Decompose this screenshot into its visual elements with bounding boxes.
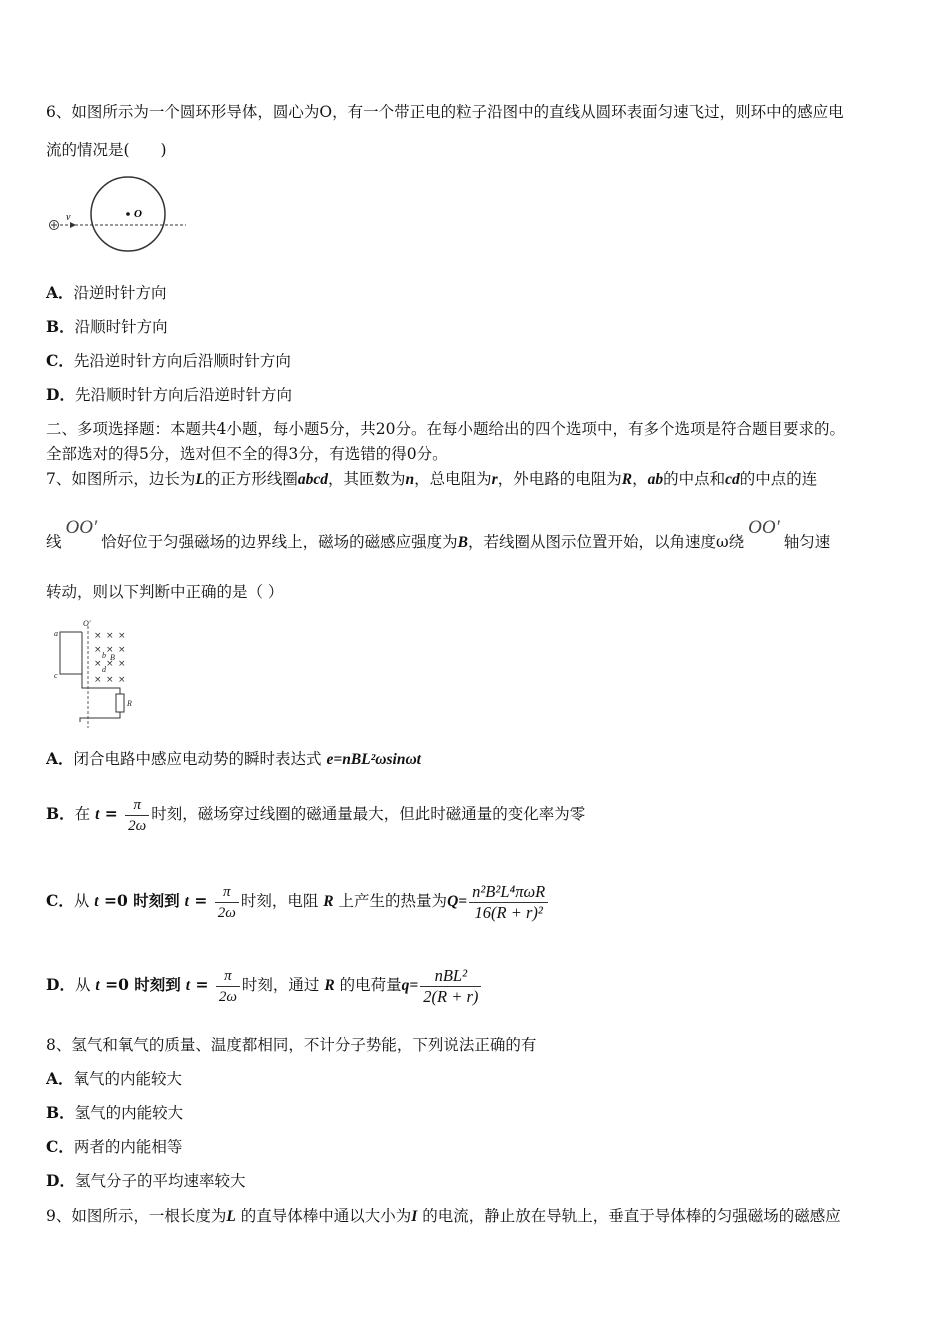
coil-outline bbox=[60, 632, 82, 674]
q6-option-c: C．先沿逆时针方向后沿顺时针方向 bbox=[46, 351, 291, 370]
q6-ring-figure bbox=[44, 172, 194, 260]
q8-option-c: C．两者的内能相等 bbox=[46, 1137, 183, 1156]
label-r: R bbox=[127, 699, 132, 708]
svg-text:×: × bbox=[94, 659, 102, 669]
q6-option-a: A．沿逆时针方向 bbox=[46, 283, 167, 302]
q7-option-c: C．从 t =0 时刻到 t = $\frac{\pi}{2\omega}$ 时刻，电阻 R 上产生的热量为Q= $\frac{\text{n²B²L⁴πωR}}{\text{16(R + r)²}}$ bbox=[46, 866, 550, 936]
q8-option-a: A．氧气的内能较大 bbox=[46, 1069, 183, 1088]
q8-option-d: D．氢气分子的平均速率较大 bbox=[46, 1171, 246, 1190]
label-b: b bbox=[102, 651, 106, 660]
svg-text:×: × bbox=[94, 675, 102, 685]
label-c: c bbox=[54, 671, 58, 680]
resistor bbox=[116, 694, 124, 712]
svg-text:×: × bbox=[118, 645, 126, 655]
axis-oo-symbol: OO′ bbox=[65, 517, 98, 538]
q6-stem-line2: 流的情况是( ) bbox=[46, 141, 167, 159]
fraction-pi-over-2w: $\frac{\pi}{2\omega}$ bbox=[125, 795, 149, 836]
section2-line1: 二、多项选择题：本题共4小题，每小题5分，共20分。在每小题给出的四个选项中，有多个选项是符合题目要求的。 bbox=[46, 420, 845, 438]
label-o-prime: O′ bbox=[83, 619, 91, 628]
q9-stem: 9、如图所示，一根长度为L 的直导体棒中通以大小为I 的电流，静止放在导轨上，垂直于导体棒的匀强磁场的磁感应 bbox=[46, 1207, 841, 1225]
svg-text:×: × bbox=[94, 631, 102, 641]
center-dot bbox=[126, 212, 130, 216]
q7-option-a: A．闭合电路中感应电动势的瞬时表达式 e=nBL²ωsinωt bbox=[46, 749, 421, 768]
svg-text:×: × bbox=[106, 631, 114, 641]
label-field-b: B bbox=[110, 653, 115, 662]
q7-coil-figure bbox=[50, 618, 140, 730]
svg-text:×: × bbox=[106, 659, 114, 669]
svg-text:×: × bbox=[118, 675, 126, 685]
fraction-pi-over-2w: $\frac{\pi}{2\omega}$ bbox=[216, 966, 240, 1007]
q7-option-d: D．从 t =0 时刻到 t = $\frac{\pi}{2\omega}$ 时刻，通过 R 的电荷量q= $\frac{\text{nBL²}}{2(R + r)}$ bbox=[46, 950, 483, 1020]
svg-text:×: × bbox=[106, 645, 114, 655]
svg-text:×: × bbox=[118, 631, 126, 641]
q6-option-d: D．先沿顺时针方向后沿逆时针方向 bbox=[46, 385, 292, 404]
section2-line2: 全部选对的得5分，选对但不全的得3分，有选错的得0分。 bbox=[46, 445, 448, 463]
q7-option-b: B．在 t = $\frac{\pi}{2\omega}$ 时刻，磁场穿过线圈的磁通量最大，但此时磁通量的变化率为零 bbox=[46, 796, 586, 834]
q7-stem-line2: 线OO′恰好位于匀强磁场的边界线上，磁场的磁感应强度为B，若线圈从图示位置开始，以角速度ω绕OO′轴匀速 bbox=[46, 517, 831, 551]
svg-text:×: × bbox=[106, 675, 114, 685]
q7-stem-line1: 7、如图所示，边长为L的正方形线圈abcd，其匝数为n，总电阻为r，外电路的电阻为R，ab的中点和cd的中点的连 bbox=[46, 470, 818, 488]
charge-fraction: $\frac{\text{nBL²}}{2(R + r)}$ bbox=[420, 966, 481, 1007]
fraction-pi-over-2w: $\frac{\pi}{2\omega}$ bbox=[215, 882, 239, 923]
q8-option-b: B．氢气的内能较大 bbox=[46, 1103, 184, 1122]
label-v: v bbox=[66, 212, 71, 223]
velocity-arrow bbox=[70, 222, 76, 228]
label-d: d bbox=[102, 665, 106, 674]
q6-option-b: B．沿顺时针方向 bbox=[46, 317, 168, 336]
q6-stem-line1: 6、如图所示为一个圆环形导体，圆心为O，有一个带正电的粒子沿图中的直线从圆环表面匀速飞过，则环中的感应电 bbox=[46, 103, 844, 121]
label-o: O bbox=[134, 208, 142, 220]
heat-fraction: $\frac{\text{n²B²L⁴πωR}}{\text{16(R + r)²}}$ bbox=[469, 882, 548, 923]
axis-oo-symbol-2: OO′ bbox=[748, 517, 780, 538]
svg-text:×: × bbox=[118, 659, 126, 669]
q8-stem: 8、氢气和氧气的质量、温度都相同，不计分子势能，下列说法正确的有 bbox=[46, 1036, 537, 1054]
q7-stem-line3: 转动，则以下判断中正确的是（ ） bbox=[46, 583, 284, 601]
label-a: a bbox=[54, 629, 58, 638]
svg-text:×: × bbox=[94, 645, 102, 655]
